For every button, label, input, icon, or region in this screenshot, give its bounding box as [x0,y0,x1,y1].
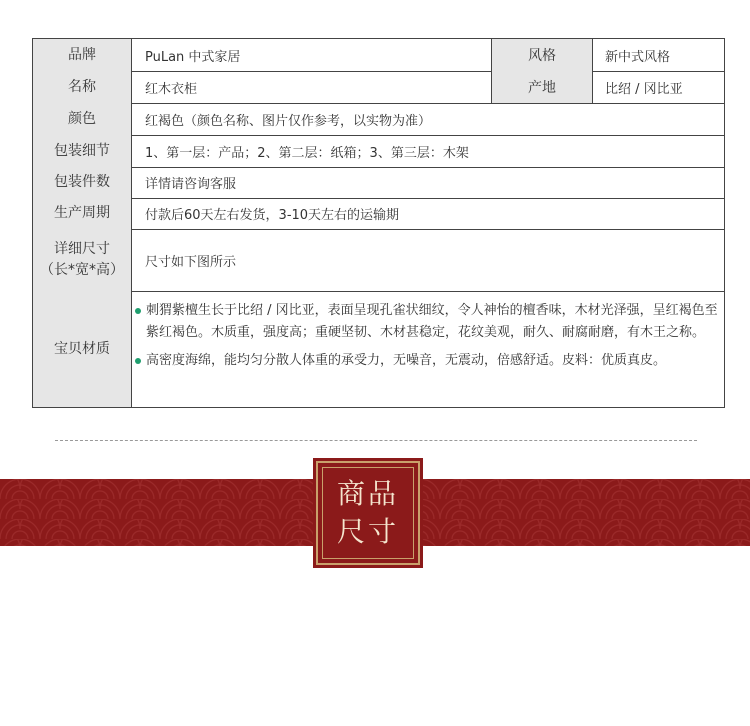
size-label-line1: 详细尺寸 [54,241,110,257]
cycle-label: 生产周期 [33,198,132,229]
brand-value: PuLan 中式家居 [145,49,241,65]
style-value: 新中式风格 [605,49,671,65]
material-text-2: 高密度海绵，能均匀分散人体重的承受力，无噪音，无震动，倍感舒适。皮料：优质真皮。 [146,353,667,368]
row-pieces [33,167,724,199]
row-size [33,229,724,292]
row-color [33,103,724,136]
brand-label: 品牌 [33,39,132,71]
row-cycle [33,198,724,230]
name-label: 名称 [33,71,132,103]
color-label: 颜色 [33,103,132,135]
section-title-badge [316,461,420,565]
bullet-icon [135,358,141,364]
dashed-divider [55,440,697,441]
row-material [33,291,724,407]
row-brand [33,39,724,72]
packing-label: 包装细节 [33,135,132,167]
section-title-line2: 尺寸 [336,515,399,548]
pieces-value: 详情请咨询客服 [145,177,237,192]
spec-table [32,38,725,408]
style-label: 风格 [491,39,593,71]
material-label: 宝贝材质 [33,291,132,407]
pieces-label: 包装件数 [33,167,132,198]
row-name [33,71,724,104]
packing-value: 1、第一层：产品；2、第二层：纸箱；3、第三层：木架 [145,145,469,161]
material-item-2 [135,350,720,372]
row-packing [33,135,724,168]
section-title-line1: 商品 [336,477,399,510]
size-label-line2: （长*宽*高） [40,262,124,278]
origin-label: 产地 [491,71,593,103]
cycle-value: 付款后60天左右发货，3-10天左右的运输期 [145,208,400,223]
material-item-1 [135,300,720,344]
material-text-1: 刺猬紫檀生长于比绍 / 冈比亚，表面呈现孔雀状细纹，令人神怡的檀香味，木材光泽强，呈红褐色至紫红褐色。木质重，强度高；重硬坚韧、木材甚稳定，花纹美观，耐久、耐腐耐磨，有木王之称。 [146,303,718,340]
name-value: 红木衣柜 [145,81,198,97]
material-value [132,291,724,407]
bullet-icon [135,308,141,314]
origin-value: 比绍 / 冈比亚 [605,81,683,97]
size-label [33,229,132,291]
size-value: 尺寸如下图所示 [145,254,237,270]
color-value: 红褐色（颜色名称、图片仅作参考，以实物为准） [145,113,432,129]
